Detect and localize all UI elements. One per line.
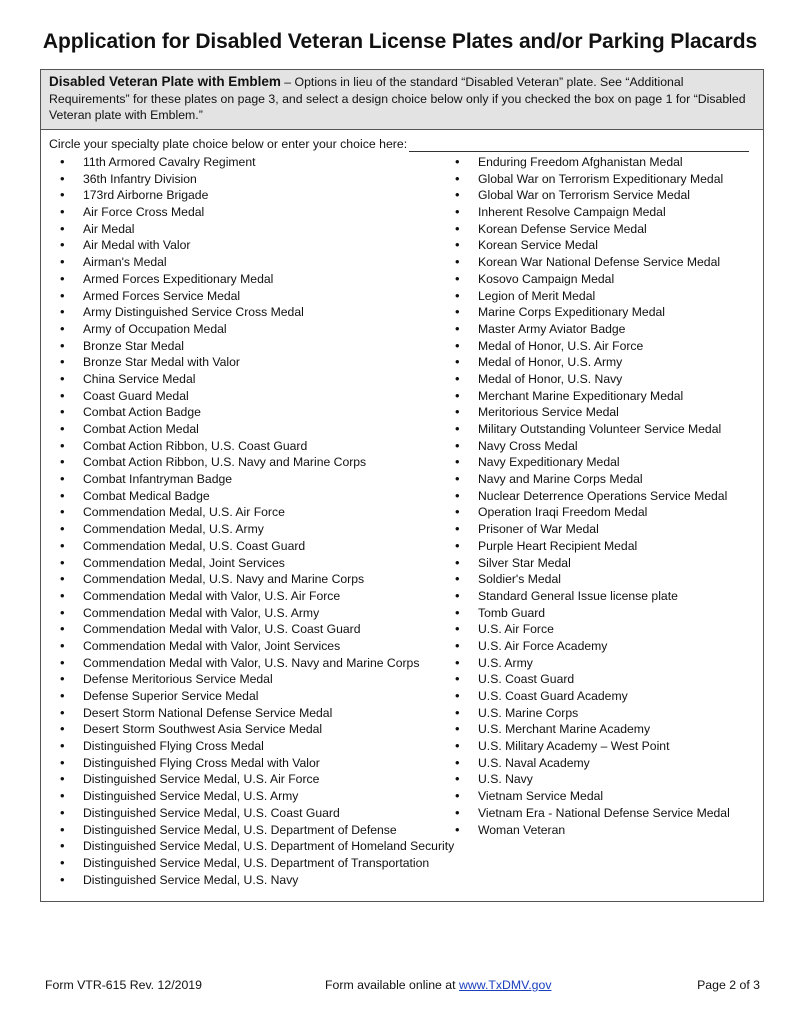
plate-option[interactable]: • Purple Heart Recipient Medal <box>452 538 730 555</box>
plate-option[interactable]: • Distinguished Service Medal, U.S. Navy <box>57 872 454 889</box>
section-header <box>41 70 763 130</box>
plate-option[interactable]: • Korean Service Medal <box>452 237 730 254</box>
plate-option[interactable]: • U.S. Military Academy – West Point <box>452 738 730 755</box>
plate-option[interactable]: • Global War on Terrorism Service Medal <box>452 187 730 204</box>
plate-option[interactable]: • Standard General Issue license plate <box>452 588 730 605</box>
plate-option[interactable]: • Navy Expeditionary Medal <box>452 454 730 471</box>
plate-option[interactable]: • Coast Guard Medal <box>57 388 454 405</box>
plate-option[interactable]: • Military Outstanding Volunteer Service Medal <box>452 421 730 438</box>
plate-option[interactable]: • U.S. Merchant Marine Academy <box>452 721 730 738</box>
plate-option[interactable]: • Commendation Medal, U.S. Air Force <box>57 504 454 521</box>
plate-option[interactable]: • Legion of Merit Medal <box>452 288 730 305</box>
plate-option[interactable]: • Distinguished Service Medal, U.S. Air Force <box>57 771 454 788</box>
page-number: Page 2 of 3 <box>697 978 760 992</box>
plate-option[interactable]: • Commendation Medal with Valor, U.S. Navy and Marine Corps <box>57 655 454 672</box>
plate-option[interactable]: • Commendation Medal with Valor, U.S. Air Force <box>57 588 454 605</box>
plate-option[interactable]: • Commendation Medal, Joint Services <box>57 555 454 572</box>
plate-options-right-column <box>452 154 730 838</box>
plate-option[interactable]: • Navy Cross Medal <box>452 438 730 455</box>
plate-option[interactable]: • Navy and Marine Corps Medal <box>452 471 730 488</box>
plate-option[interactable]: • U.S. Air Force Academy <box>452 638 730 655</box>
plate-option[interactable]: • Commendation Medal with Valor, U.S. Army <box>57 605 454 622</box>
plate-choice-section <box>40 69 764 902</box>
plate-option[interactable]: • Enduring Freedom Afghanistan Medal <box>452 154 730 171</box>
plate-option[interactable]: • Global War on Terrorism Expeditionary Medal <box>452 171 730 188</box>
plate-option[interactable]: • Armed Forces Service Medal <box>57 288 454 305</box>
form-number: Form VTR-615 Rev. 12/2019 <box>45 978 202 992</box>
plate-option[interactable]: • Distinguished Service Medal, U.S. Army <box>57 788 454 805</box>
plate-option[interactable]: • Defense Superior Service Medal <box>57 688 454 705</box>
plate-option[interactable]: • Medal of Honor, U.S. Air Force <box>452 338 730 355</box>
plate-option[interactable]: • Bronze Star Medal with Valor <box>57 354 454 371</box>
plate-option[interactable]: • Prisoner of War Medal <box>452 521 730 538</box>
plate-option[interactable]: • Distinguished Service Medal, U.S. Department of Transportation <box>57 855 454 872</box>
plate-option[interactable]: • Army of Occupation Medal <box>57 321 454 338</box>
plate-option[interactable]: • Air Medal <box>57 221 454 238</box>
plate-option[interactable]: • Distinguished Service Medal, U.S. Coast Guard <box>57 805 454 822</box>
plate-option[interactable]: • China Service Medal <box>57 371 454 388</box>
section-description: – Options in lieu of the standard “Disabled Veteran” plate. See “Additional Requirements” for these plates on page 3, and select a design choice below only if you checked the box on page 1 for “Disabled Veteran plate with Emblem.” <box>49 75 746 122</box>
plate-option[interactable]: • Inherent Resolve Campaign Medal <box>452 204 730 221</box>
plate-option[interactable]: • Desert Storm National Defense Service Medal <box>57 705 454 722</box>
page-title: Application for Disabled Veteran License Plates and/or Parking Placards <box>42 30 758 53</box>
plate-option[interactable]: • Vietnam Era - National Defense Service Medal <box>452 805 730 822</box>
plate-option[interactable]: • Master Army Aviator Badge <box>452 321 730 338</box>
plate-option[interactable]: • U.S. Coast Guard <box>452 671 730 688</box>
plate-option[interactable]: • 11th Armored Cavalry Regiment <box>57 154 454 171</box>
choice-prompt: Circle your specialty plate choice below or enter your choice here: <box>49 136 408 151</box>
plate-option[interactable]: • Combat Action Ribbon, U.S. Navy and Marine Corps <box>57 454 454 471</box>
plate-option[interactable]: • Combat Action Ribbon, U.S. Coast Guard <box>57 438 454 455</box>
plate-option[interactable]: • Commendation Medal, U.S. Navy and Marine Corps <box>57 571 454 588</box>
plate-option[interactable]: • Silver Star Medal <box>452 555 730 572</box>
plate-option[interactable]: • Woman Veteran <box>452 822 730 839</box>
plate-option[interactable]: • Airman's Medal <box>57 254 454 271</box>
plate-option[interactable]: • Tomb Guard <box>452 605 730 622</box>
plate-option[interactable]: • Desert Storm Southwest Asia Service Medal <box>57 721 454 738</box>
plate-option[interactable]: • Kosovo Campaign Medal <box>452 271 730 288</box>
availability-note <box>325 978 551 992</box>
plate-option[interactable]: • Combat Action Badge <box>57 404 454 421</box>
availability-text: Form available online at <box>325 978 459 992</box>
plate-option[interactable]: • U.S. Army <box>452 655 730 672</box>
plate-option[interactable]: • Combat Action Medal <box>57 421 454 438</box>
plate-option[interactable]: • U.S. Naval Academy <box>452 755 730 772</box>
plate-option[interactable]: • U.S. Marine Corps <box>452 705 730 722</box>
plate-option[interactable]: • Merchant Marine Expeditionary Medal <box>452 388 730 405</box>
plate-option[interactable]: • Commendation Medal, U.S. Coast Guard <box>57 538 454 555</box>
plate-option[interactable]: • Commendation Medal with Valor, Joint Services <box>57 638 454 655</box>
plate-option[interactable]: • U.S. Coast Guard Academy <box>452 688 730 705</box>
plate-option[interactable]: • Distinguished Service Medal, U.S. Department of Homeland Security <box>57 838 454 855</box>
txdmv-link[interactable]: www.TxDMV.gov <box>458 978 552 992</box>
plate-option[interactable]: • Korean War National Defense Service Medal <box>452 254 730 271</box>
plate-option[interactable]: • Meritorious Service Medal <box>452 404 730 421</box>
plate-option[interactable]: • Nuclear Deterrence Operations Service Medal <box>452 488 730 505</box>
plate-option[interactable]: • Air Force Cross Medal <box>57 204 454 221</box>
section-lead: Disabled Veteran Plate with Emblem <box>49 74 281 89</box>
plate-option[interactable]: • Operation Iraqi Freedom Medal <box>452 504 730 521</box>
plate-option[interactable]: • Marine Corps Expeditionary Medal <box>452 304 730 321</box>
plate-option[interactable]: • Commendation Medal with Valor, U.S. Coast Guard <box>57 621 454 638</box>
plate-option[interactable]: • Defense Meritorious Service Medal <box>57 671 454 688</box>
plate-option[interactable]: • Armed Forces Expeditionary Medal <box>57 271 454 288</box>
plate-option[interactable]: • Medal of Honor, U.S. Army <box>452 354 730 371</box>
plate-option[interactable]: • Combat Medical Badge <box>57 488 454 505</box>
plate-option[interactable]: • Army Distinguished Service Cross Medal <box>57 304 454 321</box>
plate-option[interactable]: • 36th Infantry Division <box>57 171 454 188</box>
plate-option[interactable]: • Combat Infantryman Badge <box>57 471 454 488</box>
plate-option[interactable]: • Air Medal with Valor <box>57 237 454 254</box>
page-footer <box>45 978 760 994</box>
choice-entry-field[interactable] <box>409 151 749 152</box>
plate-option[interactable]: • Bronze Star Medal <box>57 338 454 355</box>
plate-option[interactable]: • Distinguished Flying Cross Medal with Valor <box>57 755 454 772</box>
plate-option[interactable]: • Soldier's Medal <box>452 571 730 588</box>
plate-option[interactable]: • Commendation Medal, U.S. Army <box>57 521 454 538</box>
plate-option[interactable]: • Vietnam Service Medal <box>452 788 730 805</box>
plate-option[interactable]: • Korean Defense Service Medal <box>452 221 730 238</box>
plate-option[interactable]: • U.S. Air Force <box>452 621 730 638</box>
plate-option[interactable]: • Medal of Honor, U.S. Navy <box>452 371 730 388</box>
plate-option[interactable]: • 173rd Airborne Brigade <box>57 187 454 204</box>
plate-option[interactable]: • Distinguished Flying Cross Medal <box>57 738 454 755</box>
plate-option[interactable]: • Distinguished Service Medal, U.S. Department of Defense <box>57 822 454 839</box>
plate-options-left-column <box>57 154 454 888</box>
plate-option[interactable]: • U.S. Navy <box>452 771 730 788</box>
